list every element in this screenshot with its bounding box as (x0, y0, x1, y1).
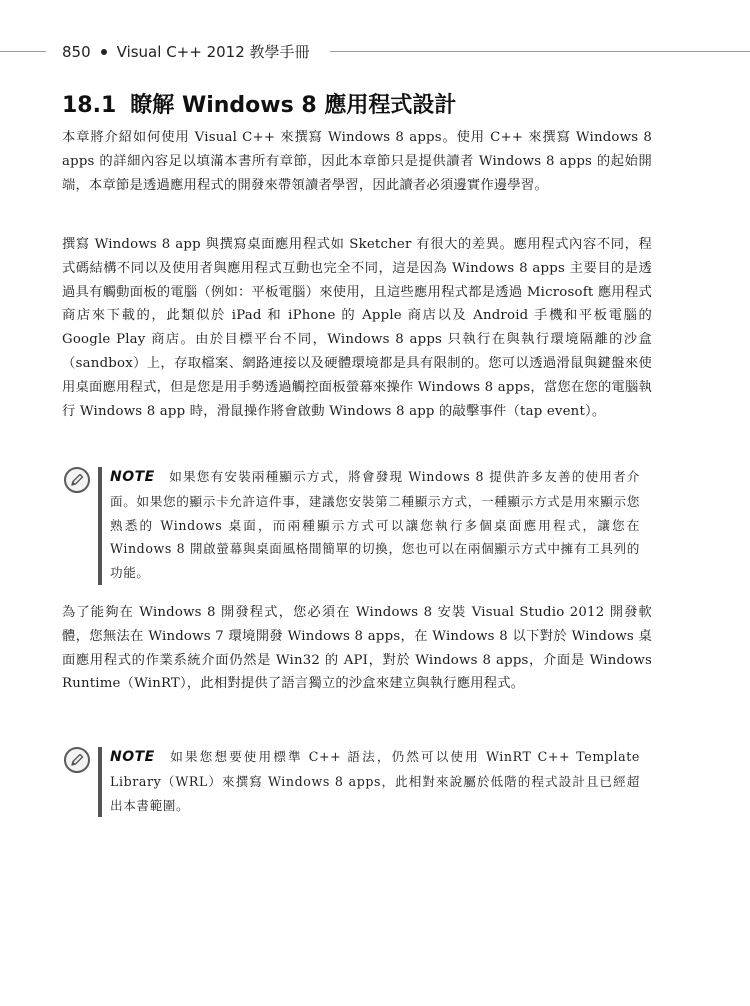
header-text (62, 41, 310, 62)
header-rule-left (0, 51, 46, 52)
bullet-icon (101, 49, 107, 55)
header-rule-right (330, 51, 750, 52)
running-header (0, 36, 750, 66)
section-title: 瞭解 Windows 8 應用程式設計 (130, 93, 457, 118)
paragraph-differences: 撰寫 Windows 8 app 與撰寫桌面應用程式如 Sketcher 有很大的差異。應用程式內容不同，程式碼結構不同以及使用者與應用程式互動也完全不同，這是因為 Windows 8 apps 主要目的是透過具有觸動面板的電腦（例如：平板電腦）來使用，且這些應用程式都是透過 Microsoft 應用程式商店來下載的，此類似於 iPad 和 iPhone 的 Apple 商店以及 Android 手機和平板電腦的 Google Play 商店。由於目標平台不同，Windows 8 apps 只執行在與執行環境隔離的沙盒（sandbox）上，存取檔案、網路連接以及硬體環境都是具有限制的。您可以透過滑鼠與鍵盤來使用桌面應用程式，但是您是用手勢透過觸控面板螢幕來操作 Windows 8 apps，當您在您的電腦執行 Windows 8 app 時，滑鼠操作將會啟動 Windows 8 app 的敲擊事件（tap event）。 (62, 237, 652, 419)
section-heading (62, 88, 456, 119)
paragraph-intro: 本章將介紹如何使用 Visual C++ 來撰寫 Windows 8 apps。使用 C++ 來撰寫 Windows 8 apps 的詳細內容足以填滿本書所有章節，因此本章節只是提供讀者 Windows 8 apps 的起始開端，本章節是透過應用程式的開發來帶領讀者學習，因此讀者必須邊實作邊學習。 (62, 130, 652, 193)
paragraph-development: 為了能夠在 Windows 8 開發程式，您必須在 Windows 8 安裝 Visual Studio 2012 開發軟體，您無法在 Windows 7 環境開發 Windows 8 apps，在 Windows 8 以下對於 Windows 桌面應用程式的作業系統介面仍然是 Win32 的 API，對於 Windows 8 apps，介面是 Windows Runtime（WinRT），此相對提供了語言獨立的沙盒來建立與執行應用程式。 (62, 605, 652, 692)
note-text (110, 465, 640, 585)
note-box (62, 745, 652, 817)
note-rule (98, 747, 102, 817)
note-text (110, 745, 640, 817)
note-body: 如果您有安裝兩種顯示方式，將會發現 Windows 8 提供許多友善的使用者介面。如果您的顯示卡允許這件事，建議您安裝第二種顯示方式，一種顯示方式是用來顯示您熟悉的 Windows 桌面，而兩種顯示方式可以讓您執行多個桌面應用程式，讓您在 Windows 8 開啟螢幕與桌面風格間簡單的切換，您也可以在兩個顯示方式中擁有工具列的功能。 (110, 469, 640, 581)
note-body: 如果您想要使用標準 C++ 語法，仍然可以使用 WinRT C++ Template Library（WRL）來撰寫 Windows 8 apps，此相對來說屬於低階的程式設計且已經超出本書範圍。 (110, 749, 640, 813)
section-number: 18.1 (62, 93, 117, 118)
note-label: NOTE (110, 749, 155, 765)
note-box (62, 465, 652, 585)
note-rule (98, 467, 102, 585)
page-number: 850 (62, 42, 91, 61)
pencil-icon (64, 467, 90, 493)
book-title: Visual C++ 2012 教學手冊 (116, 43, 310, 61)
pencil-icon (64, 747, 90, 773)
note-label: NOTE (110, 469, 155, 485)
